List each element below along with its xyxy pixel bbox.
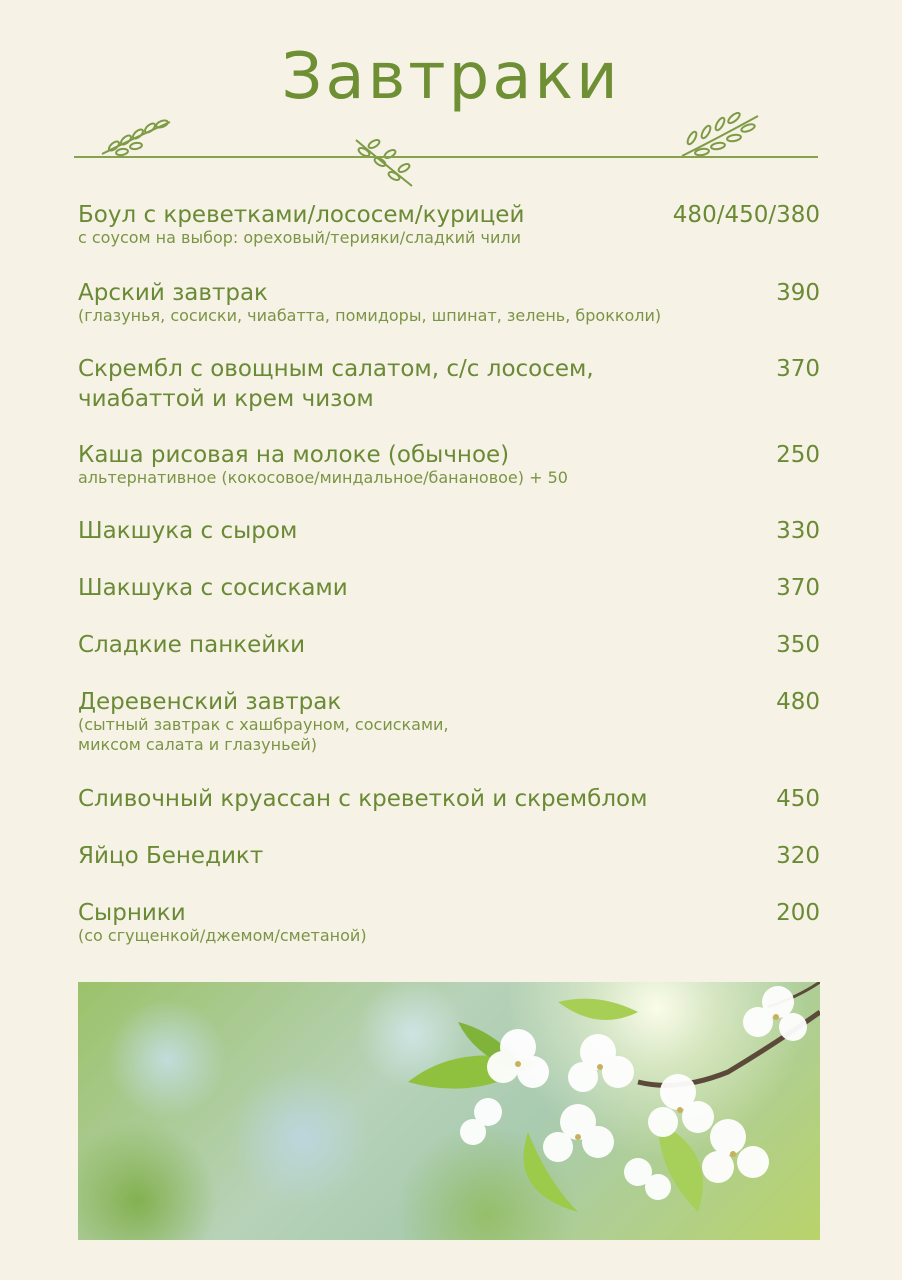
item-price: 370 [776,356,820,382]
item-description: (сытный завтрак с хашбрауном, сосисками, миксом салата и глазуньей) [78,715,449,754]
menu-item [78,784,820,814]
menu-item [78,516,820,546]
item-description: (со сгущенкой/джемом/сметаной) [78,926,367,945]
item-name: Боул с креветками/лососем/курицей [78,202,525,228]
leaf-sprig-icon [352,132,418,190]
menu-item [78,573,820,603]
item-price: 330 [776,518,820,544]
item-description: (глазунья, сосиски, чиабатта, помидоры, шпинат, зелень, брокколи) [78,306,662,325]
item-name: Сливочный круассан с креветкой и скремблом [78,786,648,812]
menu-item [78,354,820,414]
item-name: Шакшука с сосисками [78,575,348,601]
menu-item [78,898,820,946]
menu-item [78,440,820,488]
page-title: Завтраки [281,40,621,114]
item-price: 370 [776,575,820,601]
item-price: 480 [776,689,820,715]
item-price: 450 [776,786,820,812]
header-divider [74,156,818,158]
item-price: 200 [776,900,820,926]
item-name: Каша рисовая на молоке (обычное) [78,442,510,468]
leaf-sprig-icon [678,108,762,160]
item-name: Арский завтрак [78,280,268,306]
menu-item [78,200,820,248]
menu-item [78,630,820,660]
item-name: Скрембл с овощным салатом, с/с лососем, чиабаттой и крем чизом [78,356,594,412]
item-name: Сырники [78,900,186,926]
item-price: 390 [776,280,820,306]
menu-item [78,278,820,326]
item-name: Шакшука с сыром [78,518,298,544]
item-price: 350 [776,632,820,658]
item-name: Сладкие панкейки [78,632,306,658]
menu-item [78,841,820,871]
item-price: 320 [776,843,820,869]
item-name: Яйцо Бенедикт [78,843,264,869]
menu-item [78,687,820,755]
item-description: альтернативное (кокосовое/миндальное/банановое) + 50 [78,468,568,487]
leaf-sprig-icon [100,112,174,158]
item-name: Деревенский завтрак [78,689,342,715]
item-description: с соусом на выбор: ореховый/терияки/сладкий чили [78,228,521,247]
item-price: 250 [776,442,820,468]
blossom-illustration [78,982,820,1240]
blossom-branch-photo [78,982,820,1240]
item-price: 480/450/380 [672,202,820,228]
